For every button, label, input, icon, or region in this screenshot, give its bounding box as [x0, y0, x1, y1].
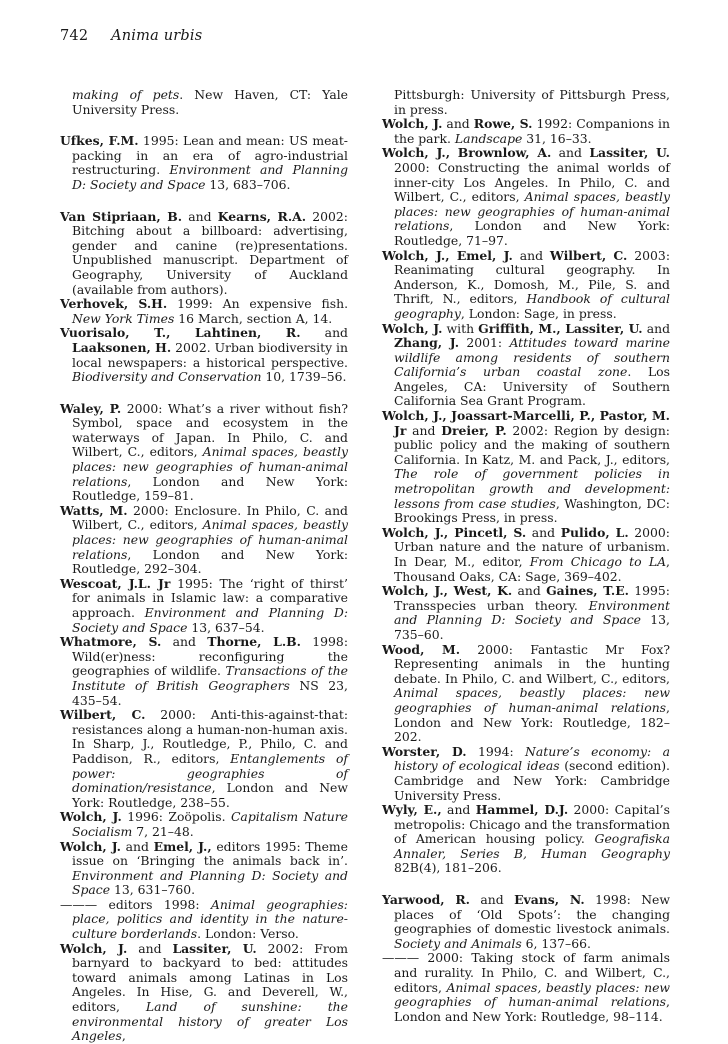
reference-entry	[382, 526, 670, 584]
reference-text: .	[179, 87, 184, 102]
author-name: Lassiter, U.	[172, 940, 257, 956]
reference-text: 2000: Capital’s metropolis: Chicago and the transformation of American housing policy.	[394, 802, 670, 847]
reference-text: and	[441, 802, 476, 818]
author-name: Wolch, J., Brownlow, A.	[382, 145, 552, 161]
reference-text: (second edition). Cambridge and New York: Cambridge University Press.	[394, 758, 670, 803]
italic-title: Entanglements of power: geographies of domination/resistance	[72, 750, 348, 796]
italic-title: Geografiska Annaler, Series B, Human Geography	[394, 831, 670, 861]
reference-text: 1992: Companions in the park.	[394, 116, 670, 146]
italic-title: Capitalism Nature Socialism	[72, 809, 348, 839]
reference-text: New Haven, CT: Yale University Press.	[72, 87, 349, 117]
italic-title: Environment and Planning D: Society and Space	[72, 162, 349, 192]
italic-title: Animal geographies: place, politics and identity in the nature-culture borderlands	[72, 896, 348, 942]
author-name: Kearns, R.A.	[217, 208, 307, 224]
reference-entry	[60, 297, 348, 326]
reference-text: 82B(4), 181–206.	[394, 860, 502, 876]
reference-entry	[382, 951, 670, 1024]
reference-text: with	[442, 320, 479, 336]
author-name: Evans, N.	[514, 892, 585, 908]
reference-text: Pittsburgh: University of Pittsburgh Press, in press.	[394, 87, 670, 117]
author-name: Wilbert, C.	[60, 707, 146, 723]
reference-text: 1995: Lean and mean: US meat-packing in an era of agro-industrial restructuring.	[72, 133, 348, 178]
reference-text: , London and New York: Routledge, 71–97.	[394, 218, 670, 248]
author-name: Vuorisalo, T., Lahtinen, R.	[60, 325, 301, 341]
reference-text: and	[470, 892, 515, 908]
reference-text: , London and New York: Routledge, 292–304.	[72, 546, 348, 577]
reference-entry	[60, 577, 348, 635]
reference-text: 2003: Reanimating cultural geography. In Anderson, K., Domosh, M., Pile, S. and Thrift, N., editors,	[394, 247, 670, 307]
reference-text: 2000: What’s a river without fish? Symbol, space and ecosystem in the waterways of Japan. In Philo, C. and Wilbert, C., editors,	[72, 400, 348, 460]
reference-text: 13, 683–706.	[205, 176, 291, 192]
reference-text: , London and New York: Routledge, 182–202.	[394, 699, 670, 745]
reference-entry	[382, 803, 670, 876]
author-name: Griffith, M., Lassiter, U.	[478, 320, 643, 336]
italic-title: Society and Animals	[394, 935, 522, 951]
italic-title: Animal spaces, beastly places: new geographies of human-animal relations	[394, 979, 671, 1010]
reference-text: 2000: Anti-this-against-that: resistances along a human-non-human axis. In Sharp, J., Routledge, P., Philo, C. and Paddison, R., editors,	[72, 707, 348, 766]
reference-text: and	[127, 940, 173, 956]
reference-entry	[382, 88, 670, 117]
italic-title: Environment and Planning D: Society and Space	[394, 597, 670, 628]
author-name: Lassiter, U.	[589, 145, 670, 161]
reference-text: 1995: The ‘right of thirst’ for animals in Islamic law: a comparative approach.	[72, 575, 348, 620]
reference-text: 1998: Wild(er)ness: reconfiguring the geographies of wildlife.	[72, 634, 348, 679]
author-name: Wolch, J., Emel, J.	[382, 247, 513, 263]
reference-entry	[60, 898, 348, 942]
author-name: Watts, M.	[60, 502, 128, 518]
author-name: Whatmore, S.	[60, 634, 162, 650]
reference-entry	[60, 942, 348, 1044]
reference-text: 1996: Zoöpolis.	[121, 809, 231, 825]
reference-text: 13, 637–54.	[187, 619, 265, 635]
reference-text: and	[182, 208, 218, 224]
reference-text: 2000: Fantastic Mr Fox? Representing animals in the hunting debate. In Philo, C. and Wilbert, C., editors,	[394, 641, 670, 686]
reference-text: and	[551, 145, 590, 161]
author-name: Wolch, J., Joassart-Marcelli, P., Pastor, M. Jr	[382, 408, 670, 438]
author-name: Wolch, J.	[60, 809, 122, 825]
right-reference-column	[382, 88, 670, 1024]
reference-entry	[60, 840, 348, 898]
italic-title: Land of sunshine: the environmental history of greater Los Angeles	[72, 999, 348, 1044]
author-name: Ufkes, F.M.	[60, 133, 139, 149]
author-name: Thorne, L.B.	[207, 634, 301, 650]
reference-entry	[382, 146, 670, 248]
reference-text: 6, 137–66.	[521, 935, 591, 951]
reference-text: , Washington, DC: Brookings Press, in press.	[394, 495, 670, 526]
reference-text: 2002: From barnyard to backyard to bed: attitudes toward animals among Latinas in Los Angeles. In Hise, G. and Deverell, W., editors,	[72, 940, 348, 1015]
italic-title: Biodiversity and Conservation	[72, 369, 262, 385]
italic-title: Animal spaces, beastly places: new geographies of human-animal relations	[72, 517, 348, 562]
author-name: Worster, D.	[382, 743, 467, 759]
italic-title: making of pets	[72, 87, 180, 102]
author-name: Wolch, J.	[60, 940, 128, 956]
reference-entry	[382, 249, 670, 322]
reference-text: 13, 735–60.	[394, 612, 670, 642]
entry-spacer	[60, 193, 348, 210]
reference-text: 2002: Region by design: public policy and the making of southern California. In Katz, M. and Pack, J., editors,	[394, 422, 670, 467]
reference-text: and	[512, 583, 547, 599]
reference-text: NS 23, 435–54.	[72, 677, 348, 708]
reference-entry	[60, 810, 348, 839]
reference-text: ——— 2000: Taking stock of farm animals and rurality. In Philo, C. and Wilbert, C., editors,	[382, 950, 670, 995]
reference-entry	[382, 643, 670, 745]
reference-text: 2000: Constructing the animal worlds of inner-city Los Angeles. In Philo, C. and Wilbert, C., editors,	[394, 159, 670, 205]
reference-entry	[382, 322, 670, 410]
author-name: Zhang, J.	[394, 335, 460, 351]
italic-title: Animal spaces, beastly places: new geographies of human-animal relations	[72, 444, 348, 489]
italic-title: Transactions of the Institute of British Geographers	[72, 663, 349, 693]
reference-text: 31, 16–33.	[522, 130, 592, 146]
reference-text: and	[300, 325, 348, 341]
author-name: Rowe, S.	[473, 116, 533, 132]
author-name: Gaines, T.E.	[546, 583, 629, 599]
author-name: Pulido, L.	[560, 524, 629, 540]
author-name: Yarwood, R.	[382, 892, 470, 908]
author-name: Wilbert, C.	[549, 247, 628, 263]
author-name: Verhovek, S.H.	[60, 296, 168, 312]
reference-text: 2001:	[459, 335, 510, 351]
reference-text: and	[512, 247, 550, 263]
reference-text: and	[161, 634, 208, 650]
reference-text: , London and New York: Routledge, 238–55.	[72, 780, 348, 810]
page-number: 742	[60, 28, 89, 44]
reference-entry	[382, 117, 670, 146]
entry-spacer	[60, 385, 348, 402]
running-title: Anima urbis	[111, 28, 203, 44]
author-name: Laaksonen, H.	[72, 339, 172, 355]
author-name: Emel, J.,	[153, 838, 212, 854]
reference-text: ,	[121, 1028, 126, 1044]
entry-spacer	[382, 876, 670, 893]
author-name: Wolch, J., Pincetl, S.	[382, 524, 527, 540]
reference-text: and	[442, 116, 474, 132]
reference-text: and	[121, 838, 154, 854]
author-name: Waley, P.	[60, 400, 122, 416]
reference-text: editors 1995: Theme issue on ‘Bringing the animals back in’.	[72, 838, 348, 869]
reference-text: 2002: Bitching about a billboard: advertising, gender and canine (re)presentations. Unpublished manuscript. Department of Geography, University of Auckland (available from authors).	[72, 208, 348, 297]
reference-text: and	[406, 422, 442, 438]
entry-spacer	[60, 117, 348, 134]
author-name: Van Stipriaan, B.	[60, 208, 183, 224]
reference-text: 2000: Urban nature and the nature of urbanism. In Dear, M., editor,	[394, 524, 670, 569]
author-name: Wolch, J.	[60, 838, 121, 854]
reference-text: 1998: New places of ‘Old Spots’: the changing geographies of domestic livestock animals.	[394, 892, 670, 937]
reference-entry	[60, 708, 348, 810]
reference-text: 7, 21–48.	[132, 823, 194, 839]
author-name: Wood, M.	[382, 641, 461, 657]
italic-title: Animal spaces, beastly places: new geographies of human-animal relations	[394, 685, 670, 715]
reference-text: , London and New York: Routledge, 98–114.	[394, 994, 670, 1024]
reference-entry	[382, 893, 670, 951]
reference-text: 13, 631–760.	[110, 882, 196, 898]
author-name: Wolch, J., West, K.	[382, 583, 513, 599]
reference-text: 16 March, section A, 14.	[174, 310, 333, 326]
reference-text: . Los Angeles, CA: University of Southern California Sea Grant Program.	[394, 364, 670, 409]
reference-text: , Thousand Oaks, CA: Sage, 369–402.	[394, 554, 670, 584]
author-name: Hammel, D.J.	[475, 802, 569, 818]
reference-entry	[60, 326, 348, 384]
reference-entry	[382, 584, 670, 642]
italic-title: Environment and Planning D: Society and Space	[72, 867, 348, 898]
reference-text: ——— editors 1998:	[60, 896, 211, 912]
reference-entry	[60, 88, 348, 117]
reference-entry	[60, 210, 348, 298]
page-header	[60, 28, 202, 44]
reference-text: . London: Verso.	[197, 926, 299, 942]
italic-title: Environment and Planning D: Society and Space	[72, 605, 348, 635]
italic-title: Nature’s economy: a history of ecological ideas	[394, 743, 670, 774]
reference-text: , London: Sage, in press.	[460, 305, 617, 321]
reference-text: 1999: An expensive fish.	[167, 296, 349, 312]
author-name: Wolch, J.	[382, 116, 443, 132]
left-reference-column	[60, 88, 348, 1044]
reference-text: 1995: Transspecies urban theory.	[394, 583, 670, 613]
italic-title: New York Times	[72, 310, 175, 326]
reference-text: and	[526, 524, 561, 540]
reference-text: 1994:	[466, 743, 526, 759]
reference-text: 2002. Urban biodiversity in local newspapers: a historical perspective.	[72, 339, 348, 370]
reference-entry	[60, 402, 348, 504]
author-name: Wescoat, J.L. Jr	[60, 575, 171, 591]
italic-title: Landscape	[454, 130, 523, 146]
reference-text: and	[642, 320, 671, 336]
author-name: Wolch, J.	[382, 320, 443, 336]
reference-entry	[60, 504, 348, 577]
author-name: Wyly, E.,	[382, 802, 442, 818]
italic-title: Attitudes toward marine wildlife among residents of southern California’s urban coastal zone	[394, 335, 670, 380]
italic-title: From Chicago to LA	[529, 554, 667, 569]
author-name: Dreier, P.	[441, 422, 507, 438]
reference-entry	[60, 134, 348, 192]
reference-entry	[382, 409, 670, 526]
italic-title: The role of government policies in metropolitan growth and development: lessons from case studies	[394, 466, 670, 511]
reference-entry	[382, 745, 670, 803]
reference-text: 10, 1739–56.	[261, 369, 347, 385]
reference-entry	[60, 635, 348, 708]
reference-text: , London and New York: Routledge, 159–81.	[72, 473, 348, 504]
reference-text: 2000: Enclosure. In Philo, C. and Wilbert, C., editors,	[72, 502, 348, 533]
italic-title: Handbook of cultural geography	[394, 291, 670, 321]
italic-title: Animal spaces, beastly places: new geographies of human-animal relations	[394, 189, 670, 234]
